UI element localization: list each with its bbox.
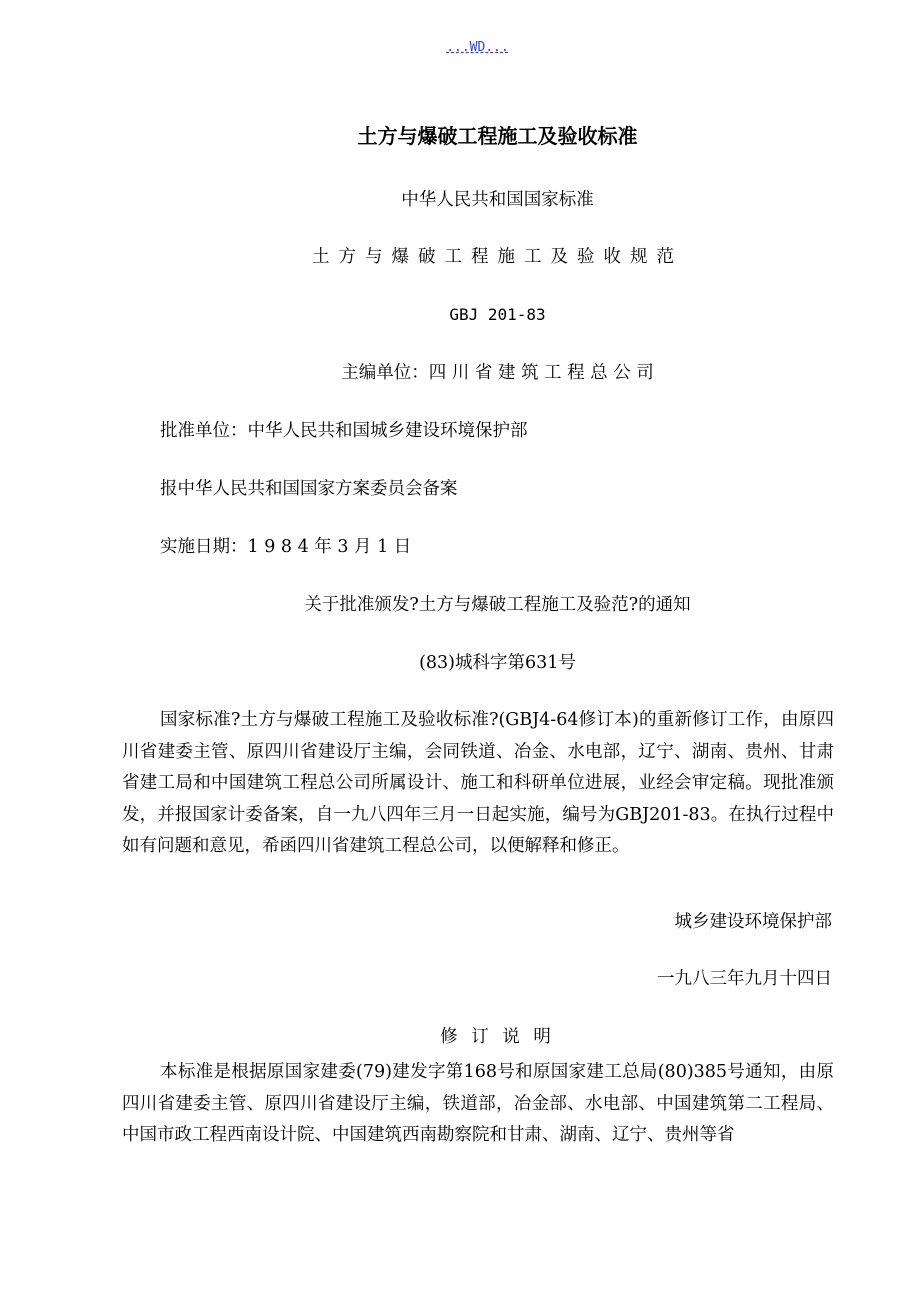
sign-date: 一九八三年九月十四日 <box>657 969 832 989</box>
notice-title: 关于批准颁发?土方与爆破工程施工及验范?的通知 <box>304 595 691 615</box>
header-watermark: ...WD... <box>446 40 509 55</box>
notice-number: (83)城科字第631号 <box>419 653 576 673</box>
approver-unit: 批准单位：中华人民共和国城乡建设环境保护部 <box>160 421 528 441</box>
filing-note: 报中华人民共和国国家方案委员会备案 <box>160 479 458 499</box>
subtitle-specification: 土方与爆破工程施工及验收规范 <box>312 247 683 267</box>
editor-unit: 主编单位：四 川 省 建 筑 工 程 总 公 司 <box>341 363 654 383</box>
notice-body: 国家标准?土方与爆破工程施工及验收标准?(GBJ4-64修订本)的重新修订工作，由原四川省建委主管、原四川省建设厅主编，会同铁道、冶金、水电部，辽宁、湖南、贵州、甘肃省建工局和中国建筑工程总公司所属设计、施工和科研单位进展，业经会审定稿。现批准颁发，并报国家计委备案，自一九八四年三月一日起实施，编号为GBJ201-83。在执行过程中如有问题和意见，希函四川省建筑工程总公司，以便解释和修正。 <box>122 710 834 856</box>
revision-title: 修 订 说 明 <box>440 1027 555 1047</box>
signature: 城乡建设环境保护部 <box>674 912 832 932</box>
subtitle-national-standard: 中华人民共和国国家标准 <box>401 190 594 210</box>
standard-code: GBJ 201-83 <box>449 305 546 324</box>
effective-date: 实施日期：1 9 8 4 年 3 月 1 日 <box>160 537 412 557</box>
document-title: 土方与爆破工程施工及验收标准 <box>357 124 638 148</box>
revision-body: 本标准是根据原国家建委(79)建发字第168号和原国家建工总局(80)385号通知，由原四川省建委主管、原四川省建设厅主编，铁道部，冶金部、水电部、中国建筑第二工程局、中国市政工程西南设计院、中国建筑西南勘察院和甘肃、湖南、辽宁、贵州等省 <box>122 1062 834 1145</box>
